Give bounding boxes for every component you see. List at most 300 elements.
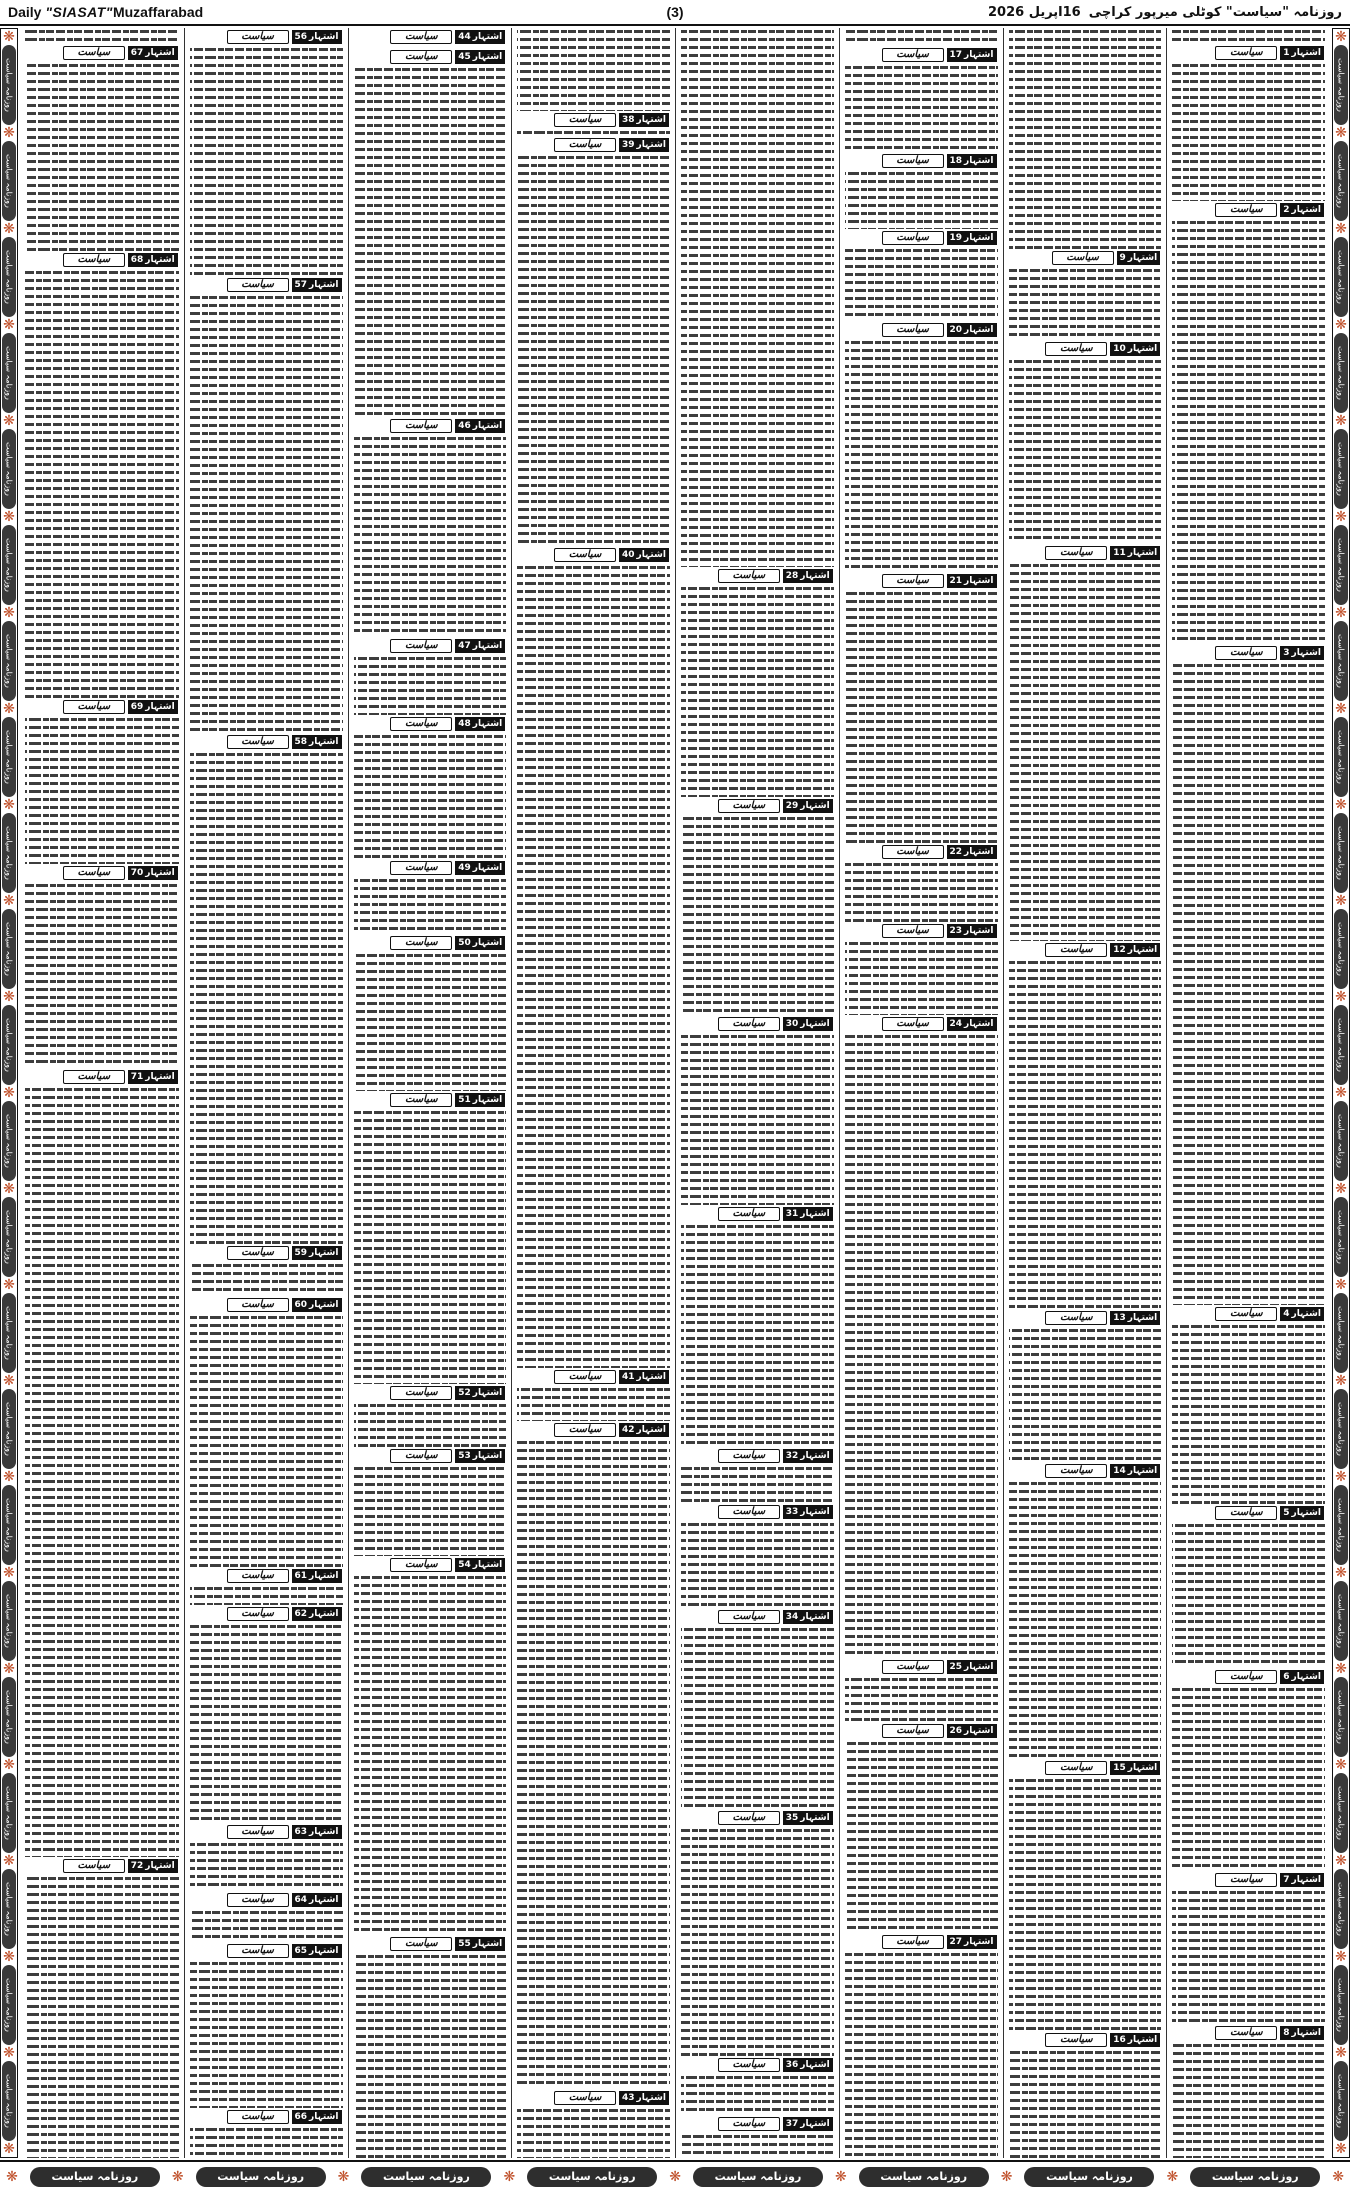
siasat-logo: سیاست bbox=[227, 1607, 289, 1621]
footer-banner: روزنامہ سیاست bbox=[1024, 2167, 1154, 2187]
notice-label: اشتہار bbox=[800, 1612, 830, 1622]
classified-notice bbox=[349, 859, 512, 934]
notice-number: 59 bbox=[294, 1248, 308, 1258]
notice-header bbox=[840, 152, 1003, 170]
notice-number-badge bbox=[1110, 546, 1160, 560]
notice-body-text bbox=[190, 751, 343, 1244]
notice-label: اشتہار bbox=[472, 641, 503, 651]
ornament-star-icon: ❋ bbox=[3, 1181, 15, 1197]
border-banner: روزنامہ سیاست bbox=[2, 237, 16, 317]
border-banner: روزنامہ سیاست bbox=[2, 1293, 16, 1373]
notice-number-badge bbox=[1110, 1761, 1160, 1775]
ornament-star-icon: ❋ bbox=[3, 893, 15, 909]
notice-header bbox=[1167, 1305, 1330, 1323]
notice-body-text bbox=[354, 1109, 507, 1384]
notice-header bbox=[512, 2089, 675, 2107]
siasat-logo: سیاست bbox=[1045, 2033, 1107, 2047]
siasat-logo: سیاست bbox=[227, 30, 289, 44]
notice-number: 37 bbox=[785, 2119, 799, 2129]
ornament-star-icon: ❋ bbox=[1335, 893, 1347, 909]
notice-number: 72 bbox=[130, 1861, 144, 1871]
notice-header bbox=[349, 417, 512, 435]
classified-notice bbox=[840, 1722, 1003, 1933]
classified-notice bbox=[349, 48, 512, 417]
notice-body-text bbox=[1009, 2049, 1162, 2158]
notice-header bbox=[512, 1368, 675, 1386]
notice-number: 21 bbox=[949, 576, 963, 586]
notice-number-badge bbox=[292, 278, 342, 292]
border-banner: روزنامہ سیاست bbox=[1334, 1293, 1348, 1373]
siasat-logo: سیاست bbox=[1215, 46, 1277, 60]
notice-number: 22 bbox=[949, 847, 963, 857]
notice-body-text bbox=[354, 1574, 507, 1935]
siasat-logo: سیاست bbox=[63, 1859, 125, 1873]
notice-header bbox=[349, 859, 512, 877]
notice-number-badge bbox=[783, 1811, 833, 1825]
notice-body-text bbox=[681, 1033, 834, 1205]
notice-label: اشتہار bbox=[964, 50, 994, 60]
ornament-star-icon: ❋ bbox=[1335, 1469, 1347, 1485]
notice-header bbox=[1004, 544, 1167, 562]
classified-notice bbox=[840, 321, 1003, 572]
masthead-brand: "SIASAT" bbox=[45, 4, 113, 20]
notice-number-badge bbox=[292, 1569, 342, 1583]
classified-notice bbox=[1167, 644, 1330, 1305]
notice-number: 61 bbox=[294, 1571, 308, 1581]
notice-body-text bbox=[25, 716, 179, 864]
notice-label: اشتہار bbox=[800, 571, 830, 581]
notice-body-text bbox=[1172, 2042, 1325, 2158]
notice-number-badge bbox=[619, 138, 669, 152]
classified-notice bbox=[676, 567, 839, 797]
notice-number: 46 bbox=[458, 421, 471, 431]
ornament-star-icon: ❋ bbox=[3, 797, 15, 813]
notice-label: اشتہار bbox=[1291, 205, 1321, 215]
notice-number-badge bbox=[947, 924, 997, 938]
siasat-logo: سیاست bbox=[718, 1811, 780, 1825]
notice-header bbox=[840, 321, 1003, 339]
classified-notice bbox=[20, 864, 184, 1068]
notice-label: اشتہار bbox=[800, 1507, 830, 1517]
notice-label: اشتہار bbox=[636, 1425, 666, 1435]
ornament-star-icon: ❋ bbox=[3, 221, 15, 237]
notice-number: 18 bbox=[949, 156, 963, 166]
notice-label: اشتہار bbox=[964, 1937, 994, 1947]
ornament-star-icon: ❋ bbox=[669, 2168, 681, 2185]
notice-number-badge bbox=[455, 1558, 505, 1572]
notice-header bbox=[349, 637, 512, 655]
notice-header bbox=[512, 111, 675, 129]
ornament-star-icon: ❋ bbox=[3, 701, 15, 717]
siasat-logo: سیاست bbox=[227, 1246, 289, 1260]
classified-notice bbox=[840, 922, 1003, 1015]
classified-notice bbox=[20, 1857, 184, 2158]
ornament-star-icon: ❋ bbox=[3, 605, 15, 621]
notice-header bbox=[676, 1447, 839, 1465]
notice-number-badge bbox=[1117, 251, 1161, 265]
notice-header bbox=[185, 1823, 348, 1841]
ornament-star-icon: ❋ bbox=[1335, 509, 1347, 525]
page-number: (3) bbox=[666, 4, 684, 20]
notice-label: اشتہار bbox=[472, 1388, 503, 1398]
notice-number: 64 bbox=[294, 1895, 308, 1905]
notice-number: 56 bbox=[294, 32, 308, 42]
notice-number-badge bbox=[128, 253, 178, 267]
notice-body-text bbox=[681, 815, 834, 1015]
notice-label: اشتہار bbox=[1127, 1313, 1158, 1323]
classified-notice bbox=[185, 1296, 348, 1567]
notice-body-text bbox=[190, 1623, 343, 1823]
border-banner: روزنامہ سیاست bbox=[2, 717, 16, 797]
siasat-logo: سیاست bbox=[1215, 2026, 1277, 2040]
notice-number-badge bbox=[455, 50, 505, 64]
ornament-star-icon: ❋ bbox=[1335, 1373, 1347, 1389]
ornament-star-icon: ❋ bbox=[1335, 701, 1347, 717]
ornament-star-icon: ❋ bbox=[1335, 2141, 1347, 2157]
notice-number: 54 bbox=[458, 1560, 471, 1570]
classified-notice bbox=[1167, 1504, 1330, 1668]
masthead-city: Muzaffarabad bbox=[112, 4, 204, 20]
classified-notice bbox=[20, 698, 184, 864]
classified-notice bbox=[840, 152, 1003, 229]
notice-body-text bbox=[845, 1033, 998, 1658]
classified-notice bbox=[1004, 1759, 1167, 2031]
border-banner: روزنامہ سیاست bbox=[2, 1197, 16, 1277]
siasat-logo: سیاست bbox=[390, 50, 452, 64]
notice-number-badge bbox=[783, 1017, 833, 1031]
notice-number: 7 bbox=[1283, 1875, 1290, 1885]
classified-notice bbox=[676, 1205, 839, 1447]
notice-body-text bbox=[1009, 1777, 1162, 2031]
footer-banner: روزنامہ سیاست bbox=[30, 2167, 160, 2187]
notice-label: اشتہار bbox=[964, 1726, 994, 1736]
left-border-strip bbox=[0, 28, 18, 2158]
notice-body-text bbox=[354, 1465, 507, 1556]
notice-body-text bbox=[190, 1585, 343, 1605]
border-banner: روزنامہ سیاست bbox=[1334, 1677, 1348, 1757]
masthead-urdu-name: روزنامہ "سیاست" کوٹلی میرپور کراچی bbox=[1088, 4, 1342, 20]
border-banner: روزنامہ سیاست bbox=[1334, 141, 1348, 221]
classified-notice bbox=[512, 111, 675, 136]
notice-number: 69 bbox=[130, 702, 144, 712]
notice-number-badge bbox=[947, 1935, 997, 1949]
notice-body-text bbox=[25, 1086, 179, 1857]
notice-label: اشتہار bbox=[1291, 648, 1321, 658]
ornament-star-icon: ❋ bbox=[1335, 125, 1347, 141]
notice-header bbox=[1004, 2031, 1167, 2049]
classified-notice bbox=[1004, 941, 1167, 1309]
notice-number-badge bbox=[292, 735, 342, 749]
notice-header bbox=[185, 276, 348, 294]
notice-label: اشتہار bbox=[964, 233, 994, 243]
notice-label: اشتہار bbox=[472, 32, 503, 42]
notice-number-badge bbox=[292, 1246, 342, 1260]
notice-number: 1 bbox=[1283, 48, 1290, 58]
siasat-logo: سیاست bbox=[390, 1937, 452, 1951]
notice-number-badge bbox=[455, 1386, 505, 1400]
classified-notice bbox=[512, 2089, 675, 2158]
notice-number: 15 bbox=[1113, 1763, 1126, 1773]
masthead-english-title bbox=[8, 4, 203, 20]
classified-notice bbox=[349, 715, 512, 859]
notice-label: اشتہار bbox=[1127, 253, 1158, 263]
notice-header bbox=[676, 1205, 839, 1223]
notice-label: اشتہار bbox=[636, 1372, 666, 1382]
notice-label: اشتہار bbox=[1127, 2035, 1158, 2045]
classified-notice bbox=[349, 637, 512, 715]
notice-header bbox=[185, 28, 348, 46]
footer-banner: روزنامہ سیاست bbox=[527, 2167, 657, 2187]
classified-notice bbox=[349, 1091, 512, 1384]
notice-label: اشتہار bbox=[145, 1861, 175, 1871]
notice-number: 26 bbox=[949, 1726, 963, 1736]
siasat-logo: سیاست bbox=[718, 1505, 780, 1519]
classified-notice bbox=[185, 1891, 348, 1942]
siasat-logo: سیاست bbox=[227, 1569, 289, 1583]
classified-notice bbox=[185, 1244, 348, 1296]
ornament-star-icon: ❋ bbox=[3, 29, 15, 45]
notice-number: 10 bbox=[1113, 344, 1126, 354]
notice-label: اشتہار bbox=[964, 325, 994, 335]
classified-notice bbox=[840, 843, 1003, 922]
border-banner: روزنامہ سیاست bbox=[2, 141, 16, 221]
column-2 bbox=[1003, 28, 1167, 2158]
notice-body-text bbox=[517, 129, 670, 136]
notice-number-badge bbox=[783, 2117, 833, 2131]
border-banner: روزنامہ سیاست bbox=[1334, 237, 1348, 317]
border-banner: روزنامہ سیاست bbox=[2, 1869, 16, 1949]
notice-label: اشتہار bbox=[1127, 1466, 1158, 1476]
ornament-star-icon: ❋ bbox=[1335, 413, 1347, 429]
notice-body-text bbox=[190, 1960, 343, 2108]
notice-header bbox=[1004, 941, 1167, 959]
notice-label: اشتہار bbox=[309, 1895, 339, 1905]
siasat-logo: سیاست bbox=[718, 1449, 780, 1463]
notice-header bbox=[20, 251, 184, 269]
notice-number: 35 bbox=[785, 1813, 799, 1823]
notice-header bbox=[349, 1091, 512, 1109]
notice-number: 44 bbox=[458, 32, 471, 42]
masthead-urdu-title bbox=[988, 5, 1342, 20]
notice-number: 2 bbox=[1283, 205, 1290, 215]
notice-number-badge bbox=[619, 548, 669, 562]
notice-number: 55 bbox=[458, 1939, 471, 1949]
notice-number: 68 bbox=[130, 255, 144, 265]
siasat-logo: سیاست bbox=[1045, 342, 1107, 356]
notice-number: 71 bbox=[130, 1072, 144, 1082]
notice-body-text bbox=[1009, 358, 1162, 544]
siasat-logo: سیاست bbox=[718, 1207, 780, 1221]
notice-number: 28 bbox=[785, 571, 799, 581]
siasat-logo: سیاست bbox=[882, 574, 944, 588]
notice-header bbox=[349, 1447, 512, 1465]
siasat-logo: سیاست bbox=[882, 845, 944, 859]
notice-number-badge bbox=[1280, 1307, 1324, 1321]
border-banner: روزنامہ سیاست bbox=[2, 525, 16, 605]
notice-number: 4 bbox=[1283, 1309, 1290, 1319]
classified-notice bbox=[512, 546, 675, 1368]
classified-notice bbox=[840, 1658, 1003, 1722]
border-banner: روزنامہ سیاست bbox=[1334, 813, 1348, 893]
notice-body-text bbox=[845, 590, 998, 843]
column-3 bbox=[839, 28, 1003, 2158]
notice-header bbox=[1167, 201, 1330, 219]
footer-banner: روزنامہ سیاست bbox=[693, 2167, 823, 2187]
notice-number-badge bbox=[292, 1944, 342, 1958]
notice-label: اشتہار bbox=[1291, 1672, 1321, 1682]
border-banner: روزنامہ سیاست bbox=[1334, 45, 1348, 125]
notice-body-text bbox=[1172, 28, 1325, 44]
notice-body-text bbox=[517, 1439, 670, 2089]
classified-notice bbox=[1167, 1871, 1330, 2024]
notice-body-text bbox=[517, 28, 670, 111]
ornament-star-icon: ❋ bbox=[3, 1085, 15, 1101]
notice-number-badge bbox=[455, 1937, 505, 1951]
classified-notice bbox=[676, 2115, 839, 2158]
notice-label: اشتہار bbox=[472, 1451, 503, 1461]
notice-body-text bbox=[845, 1951, 998, 2158]
notice-body-text bbox=[354, 952, 507, 1091]
notice-number-badge bbox=[292, 1825, 342, 1839]
notice-label: اشتہار bbox=[472, 52, 503, 62]
siasat-logo: سیاست bbox=[882, 154, 944, 168]
notice-body-text bbox=[190, 2126, 343, 2158]
notice-body-text bbox=[1172, 1323, 1325, 1504]
notice-number: 16 bbox=[1113, 2035, 1126, 2045]
notice-header bbox=[676, 1015, 839, 1033]
notice-number-badge bbox=[947, 323, 997, 337]
notice-header bbox=[840, 922, 1003, 940]
siasat-logo: سیاست bbox=[1045, 1761, 1107, 1775]
border-banner: روزنامہ سیاست bbox=[1334, 717, 1348, 797]
siasat-logo: سیاست bbox=[718, 1610, 780, 1624]
notice-body-text bbox=[354, 1402, 507, 1447]
border-banner: روزنامہ سیاست bbox=[2, 333, 16, 413]
notice-body-text bbox=[1172, 1889, 1325, 2024]
notice-body-text bbox=[1009, 267, 1162, 340]
notice-number: 49 bbox=[458, 863, 471, 873]
notice-number: 50 bbox=[458, 938, 471, 948]
ornament-star-icon: ❋ bbox=[1335, 1181, 1347, 1197]
notice-header bbox=[20, 698, 184, 716]
siasat-logo: سیاست bbox=[882, 231, 944, 245]
notice-number-badge bbox=[455, 419, 505, 433]
notice-number-badge bbox=[128, 1070, 178, 1084]
notice-label: اشتہار bbox=[145, 48, 175, 58]
notice-number-badge bbox=[1280, 646, 1324, 660]
notice-label: اشتہار bbox=[800, 1813, 830, 1823]
notice-number: 38 bbox=[622, 115, 635, 125]
notice-header bbox=[1004, 340, 1167, 358]
notice-body-text bbox=[845, 1740, 998, 1933]
notice-body-text bbox=[1172, 662, 1325, 1305]
ornament-star-icon: ❋ bbox=[1335, 1757, 1347, 1773]
ornament-star-icon: ❋ bbox=[1335, 797, 1347, 813]
notice-number-badge bbox=[1280, 1873, 1324, 1887]
notice-body-text bbox=[1172, 219, 1325, 644]
notice-number-badge bbox=[292, 1893, 342, 1907]
column-7 bbox=[184, 28, 348, 2158]
classified-notice bbox=[840, 229, 1003, 321]
siasat-logo: سیاست bbox=[227, 278, 289, 292]
notice-body-text bbox=[681, 28, 834, 567]
ornament-star-icon: ❋ bbox=[1335, 2045, 1347, 2061]
notice-number: 48 bbox=[458, 719, 471, 729]
notice-label: اشتہار bbox=[472, 1095, 503, 1105]
siasat-logo: سیاست bbox=[390, 1093, 452, 1107]
classified-notice bbox=[185, 276, 348, 733]
notice-number: 14 bbox=[1113, 1466, 1126, 1476]
border-banner: روزنامہ سیاست bbox=[2, 1005, 16, 1085]
ornament-star-icon: ❋ bbox=[1335, 989, 1347, 1005]
notice-number-badge bbox=[947, 48, 997, 62]
notice-label: اشتہار bbox=[800, 2119, 830, 2129]
ornament-star-icon: ❋ bbox=[1335, 29, 1347, 45]
notice-number-badge bbox=[947, 574, 997, 588]
notice-label: اشتہار bbox=[309, 1571, 339, 1581]
notice-label: اشتہار bbox=[309, 737, 339, 747]
column-1 bbox=[1166, 28, 1330, 2158]
classified-notice bbox=[1167, 1305, 1330, 1504]
notice-body-text bbox=[1172, 1522, 1325, 1668]
siasat-logo: سیاست bbox=[390, 1449, 452, 1463]
siasat-logo: سیاست bbox=[554, 113, 616, 127]
ornament-star-icon: ❋ bbox=[6, 2168, 18, 2185]
notice-label: اشتہار bbox=[472, 1939, 503, 1949]
notice-number-badge bbox=[1110, 2033, 1160, 2047]
classified-notice bbox=[20, 1068, 184, 1857]
siasat-logo: سیاست bbox=[390, 861, 452, 875]
notice-number: 42 bbox=[622, 1425, 635, 1435]
notice-header bbox=[676, 797, 839, 815]
notice-number-badge bbox=[947, 1660, 997, 1674]
notice-number: 3 bbox=[1283, 648, 1290, 658]
ornament-star-icon: ❋ bbox=[1332, 2168, 1344, 2185]
notice-header bbox=[1004, 1759, 1167, 1777]
notice-header bbox=[1004, 1309, 1167, 1327]
notice-header bbox=[512, 136, 675, 154]
siasat-logo: سیاست bbox=[1215, 1307, 1277, 1321]
classified-notice bbox=[1004, 544, 1167, 941]
notice-number: 8 bbox=[1283, 2028, 1290, 2038]
notice-number-badge bbox=[1280, 46, 1324, 60]
ornament-star-icon: ❋ bbox=[3, 1853, 15, 1869]
footer-border bbox=[0, 2160, 1350, 2191]
classified-notice bbox=[349, 1556, 512, 1935]
border-banner: روزنامہ سیاست bbox=[1334, 1773, 1348, 1853]
siasat-logo: سیاست bbox=[1215, 1873, 1277, 1887]
notice-body-text bbox=[681, 2074, 834, 2115]
column-4 bbox=[675, 28, 839, 2158]
notice-number: 52 bbox=[458, 1388, 471, 1398]
notice-number: 39 bbox=[622, 140, 635, 150]
ornament-star-icon: ❋ bbox=[3, 1661, 15, 1677]
notice-number-badge bbox=[947, 1017, 997, 1031]
notice-header bbox=[1167, 44, 1330, 62]
siasat-logo: سیاست bbox=[718, 2058, 780, 2072]
border-banner: روزنامہ سیاست bbox=[2, 1581, 16, 1661]
notice-label: اشتہار bbox=[636, 550, 666, 560]
notice-number-badge bbox=[1110, 342, 1160, 356]
ornament-star-icon: ❋ bbox=[1335, 1661, 1347, 1677]
ornament-star-icon: ❋ bbox=[3, 989, 15, 1005]
notice-number-badge bbox=[947, 845, 997, 859]
notice-header bbox=[840, 1722, 1003, 1740]
notice-header bbox=[349, 28, 512, 46]
notice-header bbox=[1167, 644, 1330, 662]
border-banner: روزنامہ سیاست bbox=[2, 429, 16, 509]
border-banner: روزنامہ سیاست bbox=[1334, 909, 1348, 989]
